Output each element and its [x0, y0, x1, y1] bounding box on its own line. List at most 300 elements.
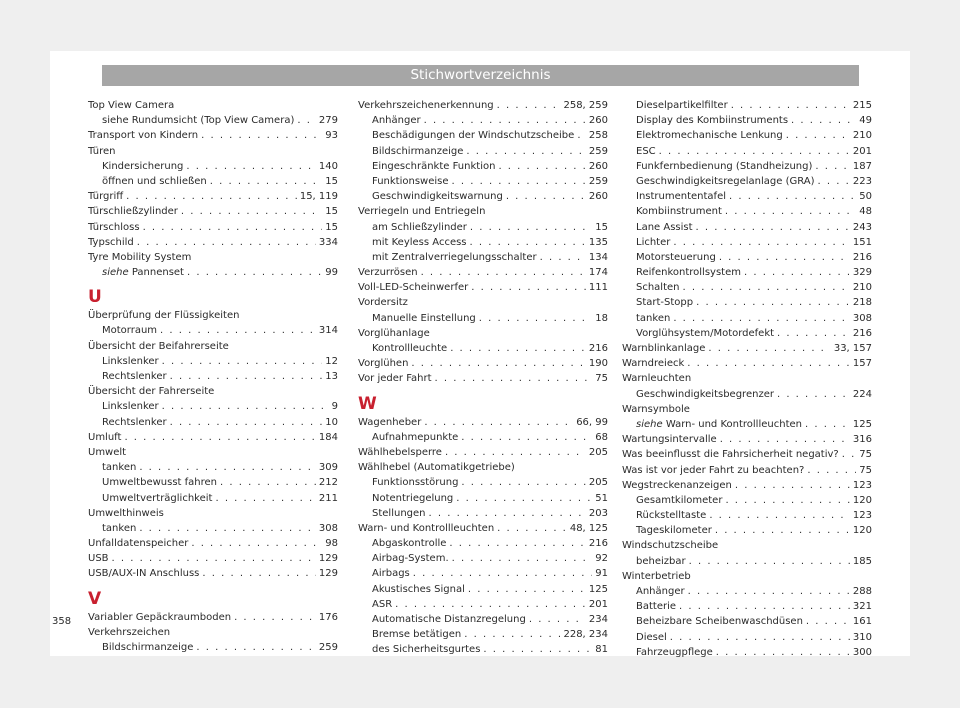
dot-leader — [160, 323, 316, 338]
index-subentry — [358, 491, 608, 506]
dot-leader — [445, 445, 586, 460]
dot-leader — [720, 432, 850, 447]
index-entry — [358, 371, 608, 386]
dot-leader — [452, 174, 586, 189]
index-subentry — [622, 584, 872, 599]
dot-leader — [395, 597, 586, 612]
entry-term: Variabler Gepäckraumboden — [88, 611, 232, 623]
dot-leader — [186, 159, 316, 174]
dot-leader — [777, 326, 850, 341]
dot-leader — [139, 460, 316, 475]
index-heading: Warnsymbole — [622, 403, 690, 415]
dot-leader — [181, 204, 322, 219]
index-entry — [88, 189, 338, 204]
entry-page-ref: 201 — [852, 145, 872, 157]
entry-term: Anhänger — [372, 115, 421, 127]
entry-page-ref: 216 — [588, 343, 608, 354]
dot-leader — [673, 311, 850, 326]
index-heading: Top View Camera — [88, 100, 175, 111]
entry-page-ref: 75 — [595, 373, 608, 385]
entry-page-ref: 228, 234 — [563, 629, 608, 641]
entry-term: USB/AUX-IN Anschluss — [88, 568, 200, 580]
entry-term: USB — [88, 553, 109, 565]
dot-leader — [497, 98, 561, 113]
entry-page-ref: 309 — [318, 462, 338, 474]
dot-leader — [137, 235, 316, 250]
dot-leader — [470, 220, 592, 235]
entry-page-ref: 18 — [595, 312, 608, 324]
dot-leader — [805, 417, 850, 432]
entry-page-ref: 50 — [859, 191, 872, 203]
dot-leader — [220, 475, 316, 490]
index-entry — [88, 235, 338, 250]
dot-leader — [162, 399, 329, 414]
dot-leader — [735, 478, 850, 493]
entry-page-ref: 10 — [325, 416, 338, 428]
entry-term: Geschwindigkeitsbegrenzer — [636, 388, 774, 400]
entry-term: Warndreieck — [622, 358, 685, 370]
entry-page-ref: 135 — [588, 236, 608, 248]
index-subentry — [358, 250, 608, 265]
entry-page-ref: 258, 259 — [563, 100, 608, 111]
entry-term: siehe Rundumsicht (Top View Camera) — [102, 115, 295, 127]
index-subentry — [622, 311, 872, 326]
dot-leader — [411, 356, 585, 371]
index-entry — [358, 521, 608, 536]
entry-term: Linkslenker — [102, 355, 159, 367]
entry-term: mit Keyless Access — [372, 236, 467, 248]
dot-leader — [479, 311, 592, 326]
index-subentry — [358, 311, 608, 326]
entry-term: Türschloss — [88, 221, 140, 233]
index-column-1 — [88, 98, 338, 655]
entry-term: Kontrollleuchte — [372, 343, 448, 354]
dot-leader — [421, 265, 586, 280]
entry-page-ref: 51 — [595, 492, 608, 504]
entry-page-ref: 81 — [595, 644, 608, 656]
entry-page-ref: 329 — [852, 267, 872, 279]
entry-page-ref: 75 — [859, 449, 872, 461]
entry-page-ref: 308 — [318, 522, 338, 534]
entry-page-ref: 316 — [852, 434, 872, 446]
index-heading: Überprüfung der Flüssigkeiten — [88, 310, 240, 322]
entry-page-ref: 176 — [318, 611, 338, 623]
entry-term: Funktionsweise — [372, 175, 449, 187]
entry-page-ref: 120 — [852, 494, 872, 506]
index-entry — [88, 536, 338, 551]
entry-term: Warnblinkanlage — [622, 343, 706, 354]
index-subentry — [88, 323, 338, 338]
entry-term: Bremse betätigen — [372, 629, 462, 641]
index-subentry — [358, 566, 608, 581]
entry-page-ref: 161 — [852, 616, 872, 628]
index-entry — [622, 341, 872, 356]
index-subentry — [622, 493, 872, 508]
entry-term: ASR — [372, 598, 393, 610]
index-entry — [88, 551, 338, 566]
index-subentry — [88, 475, 338, 490]
entry-term: des Sicherheitsgurtes — [372, 644, 481, 656]
entry-page-ref: 224 — [852, 388, 872, 400]
dot-leader — [461, 475, 585, 490]
dot-leader — [506, 189, 586, 204]
entry-term: Wartungsintervalle — [622, 434, 717, 446]
dot-leader — [456, 491, 592, 506]
index-heading: Übersicht der Beifahrerseite — [88, 340, 229, 352]
index-column-3 — [622, 98, 872, 660]
dot-leader — [696, 295, 850, 310]
entry-page-ref: 223 — [852, 175, 872, 187]
dot-leader — [297, 113, 316, 128]
index-subentry — [358, 128, 608, 143]
entry-term: Wegstreckenanzeigen — [622, 479, 732, 491]
see-target: Warn- und Kontrollleuchten — [662, 418, 802, 430]
dot-leader — [452, 551, 593, 566]
entry-term: Rechtslenker — [102, 371, 167, 382]
dot-leader — [687, 356, 850, 371]
index-subentry — [88, 491, 338, 506]
index-heading: Umwelt — [88, 446, 127, 458]
index-subentry — [88, 521, 338, 536]
entry-page-ref: 288 — [852, 586, 872, 597]
index-entry — [358, 415, 608, 430]
index-subentry — [622, 189, 872, 204]
index-heading: Übersicht der Fahrerseite — [88, 386, 215, 398]
dot-leader — [716, 645, 850, 660]
entry-term: Airbag-System. — [372, 553, 449, 565]
index-heading: Warnleuchten — [622, 373, 692, 385]
entry-page-ref: 134 — [588, 251, 608, 263]
index-subentry — [622, 554, 872, 569]
entry-term: Stellungen — [372, 507, 426, 519]
index-subentry — [622, 159, 872, 174]
entry-term: Verkehrszeichenerkennung — [358, 100, 494, 111]
entry-term: Wagenheber — [358, 416, 422, 428]
dot-leader — [696, 220, 850, 235]
index-entry — [88, 430, 338, 445]
dot-leader — [424, 415, 573, 430]
dot-leader — [715, 523, 850, 538]
entry-term: Umluft — [88, 431, 122, 443]
entry-term: Transport von Kindern — [88, 130, 199, 142]
entry-term: Kombiinstrument — [636, 206, 722, 218]
index-subentry — [88, 415, 338, 430]
index-subentry — [88, 369, 338, 384]
entry-term: Gesamtkilometer — [636, 494, 723, 506]
index-subentry — [88, 460, 338, 475]
index-subentry — [358, 189, 608, 204]
dot-leader — [497, 521, 567, 536]
index-subentry — [88, 354, 338, 369]
index-heading: Verriegeln und Entriegeln — [358, 206, 486, 218]
entry-term: Airbags — [372, 568, 410, 580]
entry-term: Beschädigungen der Windschutzscheibe — [372, 130, 575, 142]
entry-page-ref: 300 — [852, 646, 872, 658]
entry-page-ref: 258 — [588, 130, 608, 142]
entry-page-ref: 260 — [588, 160, 608, 172]
index-subentry — [622, 204, 872, 219]
entry-term: tanken — [102, 462, 137, 474]
entry-term: Anhänger — [636, 586, 685, 597]
entry-term: Tageskilometer — [636, 525, 712, 537]
dot-leader — [126, 189, 297, 204]
see-target: Pannenset — [128, 267, 184, 279]
index-entry — [622, 447, 872, 462]
entry-page-ref: 140 — [318, 160, 338, 172]
index-heading: Windschutzscheibe — [622, 540, 719, 552]
dot-leader — [139, 521, 316, 536]
index-subentry — [88, 640, 338, 655]
entry-term: Vorglühen — [358, 358, 409, 370]
entry-term: Rückstelltaste — [636, 510, 707, 522]
entry-page-ref: 260 — [588, 191, 608, 203]
index-subentry — [358, 174, 608, 189]
dot-leader — [215, 491, 315, 506]
entry-page-ref: 92 — [595, 553, 608, 565]
entry-page-ref: 260 — [588, 115, 608, 127]
entry-page-ref: 33, 157 — [833, 343, 872, 354]
dot-leader — [234, 610, 316, 625]
dot-leader — [708, 341, 830, 356]
dot-leader — [673, 235, 850, 250]
index-subentry — [358, 642, 608, 657]
dot-leader — [744, 265, 850, 280]
entry-term: Funktionsstörung — [372, 477, 459, 489]
entry-term: Bildschirmanzeige — [102, 642, 194, 653]
entry-page-ref: 279 — [318, 115, 338, 127]
index-subentry — [622, 508, 872, 523]
entry-term: Dieselpartikelfilter — [636, 100, 728, 111]
entry-page-ref: 123 — [852, 479, 872, 491]
index-subentry — [358, 582, 608, 597]
entry-term: mit Zentralverriegelungsschalter — [372, 251, 537, 263]
index-subentry — [622, 630, 872, 645]
entry-term: Schalten — [636, 282, 680, 294]
dot-leader — [729, 189, 856, 204]
entry-page-ref: 157 — [852, 358, 872, 370]
dot-leader — [449, 536, 586, 551]
entry-page-ref: 259 — [318, 642, 338, 653]
entry-page-ref: 12 — [325, 355, 338, 367]
entry-page-ref: 15, 119 — [299, 191, 338, 203]
dot-leader — [807, 463, 856, 478]
entry-term: Batterie — [636, 601, 677, 613]
entry-page-ref: 15 — [325, 206, 338, 218]
entry-page-ref: 205 — [588, 446, 608, 458]
entry-page-ref: 13 — [325, 371, 338, 382]
entry-page-ref: 111 — [588, 282, 608, 294]
entry-page-ref: 185 — [852, 555, 872, 567]
entry-term: Beheizbare Scheibenwaschdüsen — [636, 616, 803, 628]
entry-term: öffnen und schließen — [102, 175, 207, 187]
entry-page-ref: 334 — [318, 236, 338, 248]
index-subentry — [358, 430, 608, 445]
entry-term: Diesel — [636, 631, 667, 643]
index-heading: Verkehrszeichen — [88, 626, 171, 638]
index-entry — [622, 356, 872, 371]
index-subentry — [358, 506, 608, 521]
index-heading: Türen — [88, 145, 116, 157]
entry-term: Geschwindigkeitsregelanlage (GRA) — [636, 175, 815, 187]
entry-page-ref: 120 — [852, 525, 872, 537]
entry-term: Notentriegelung — [372, 492, 454, 504]
dot-leader — [461, 430, 592, 445]
entry-term: Was beeinflusst die Fahrsicherheit negativ? — [622, 449, 839, 461]
dot-leader — [719, 250, 850, 265]
index-subentry — [358, 551, 608, 566]
index-entry — [358, 265, 608, 280]
dot-leader — [791, 113, 856, 128]
entry-page-ref: 321 — [852, 601, 872, 613]
entry-page-ref: 15 — [325, 175, 338, 187]
dot-leader — [709, 508, 850, 523]
entry-page-ref: 201 — [588, 598, 608, 610]
entry-term — [636, 417, 802, 432]
dot-leader — [470, 235, 586, 250]
dot-leader — [725, 493, 849, 508]
dot-leader — [731, 98, 850, 113]
dot-leader — [170, 369, 323, 384]
entry-page-ref: 184 — [318, 431, 338, 443]
dot-leader — [842, 447, 857, 462]
dot-leader — [577, 128, 586, 143]
entry-page-ref: 308 — [852, 312, 872, 324]
index-entry — [358, 98, 608, 113]
entry-page-ref: 125 — [852, 418, 872, 430]
dot-leader — [659, 144, 850, 159]
entry-page-ref: 129 — [318, 553, 338, 565]
entry-term: Fahrzeugpflege — [636, 646, 713, 658]
entry-term: Warn- und Kontrollleuchten — [358, 522, 495, 534]
index-heading: Wählhebel (Automatikgetriebe) — [358, 462, 515, 474]
entry-term: Typschild — [88, 236, 134, 248]
index-subentry — [358, 597, 608, 612]
dot-leader — [187, 265, 322, 280]
entry-term: Lichter — [636, 236, 671, 248]
entry-page-ref: 98 — [325, 538, 338, 550]
see-reference: siehe — [102, 267, 129, 279]
dot-leader — [413, 566, 593, 581]
entry-term: Reifenkontrollsystem — [636, 267, 741, 279]
index-letter-heading: U — [88, 287, 102, 308]
dot-leader — [201, 128, 322, 143]
dot-leader — [435, 371, 593, 386]
index-letter-heading: V — [88, 588, 102, 609]
dot-leader — [498, 159, 585, 174]
index-entry — [88, 128, 338, 143]
entry-term: Geschwindigkeitswarnung — [372, 191, 503, 203]
entry-term: tanken — [102, 522, 137, 534]
entry-term: Voll-LED-Scheinwerfer — [358, 282, 469, 294]
dot-leader — [670, 630, 850, 645]
entry-term: Was ist vor jeder Fahrt zu beachten? — [622, 464, 805, 476]
entry-page-ref: 211 — [318, 492, 338, 504]
dot-leader — [202, 566, 316, 581]
entry-term: Motorsteuerung — [636, 251, 716, 263]
entry-term: Lane Assist — [636, 221, 693, 233]
index-letter-heading: W — [358, 393, 377, 414]
index-subentry — [358, 159, 608, 174]
entry-term: Display des Kombiinstruments — [636, 115, 789, 127]
dot-leader — [143, 220, 323, 235]
index-subentry — [358, 612, 608, 627]
dot-leader — [191, 536, 322, 551]
entry-page-ref: 210 — [852, 282, 872, 294]
entry-page-ref: 212 — [318, 477, 338, 489]
entry-page-ref: 205 — [588, 477, 608, 489]
entry-term: Bildschirmanzeige — [372, 145, 464, 157]
dot-leader — [468, 582, 586, 597]
dot-leader — [424, 113, 586, 128]
index-subentry — [622, 265, 872, 280]
index-subentry — [622, 599, 872, 614]
dot-leader — [124, 430, 315, 445]
entry-term: Elektromechanische Lenkung — [636, 130, 783, 142]
entry-term: Vorglühsystem/Motordefekt — [636, 327, 775, 339]
index-subentry — [622, 614, 872, 629]
entry-page-ref: 68 — [595, 431, 608, 443]
entry-page-ref: 91 — [595, 568, 608, 580]
index-subentry — [622, 98, 872, 113]
dot-leader — [786, 128, 850, 143]
entry-term: Türschließzylinder — [88, 206, 178, 218]
entry-term: Eingeschränkte Funktion — [372, 160, 496, 172]
entry-page-ref: 259 — [588, 145, 608, 157]
entry-term: beheizbar — [636, 555, 686, 567]
entry-page-ref: 234 — [588, 614, 608, 625]
index-subentry — [622, 220, 872, 235]
dot-leader — [806, 614, 850, 629]
entry-term: Manuelle Einstellung — [372, 312, 476, 324]
entry-page-ref: 314 — [318, 325, 338, 337]
dot-leader — [725, 204, 856, 219]
index-subentry — [622, 295, 872, 310]
index-entry — [88, 610, 338, 625]
dot-leader — [818, 174, 850, 189]
dot-leader — [679, 599, 850, 614]
index-heading: Vorglühanlage — [358, 327, 430, 339]
entry-term: Abgaskontrolle — [372, 538, 447, 550]
entry-term: Unfalldatenspeicher — [88, 538, 189, 550]
index-subentry — [358, 220, 608, 235]
index-subentry — [358, 113, 608, 128]
entry-page-ref: 174 — [588, 267, 608, 279]
entry-term: Akustisches Signal — [372, 583, 465, 595]
section-header-banner: Stichwortverzeichnis — [102, 65, 859, 86]
index-page — [50, 51, 910, 656]
entry-page-ref: 9 — [331, 401, 338, 413]
dot-leader — [112, 551, 316, 566]
index-subentry — [358, 627, 608, 642]
entry-term — [102, 265, 184, 280]
dot-leader — [540, 250, 586, 265]
entry-page-ref: 151 — [852, 236, 872, 248]
entry-term: Rechtslenker — [102, 416, 167, 428]
index-subentry — [622, 235, 872, 250]
index-subentry — [622, 144, 872, 159]
index-subentry — [358, 144, 608, 159]
entry-page-ref: 48 — [859, 206, 872, 218]
index-subentry — [88, 174, 338, 189]
entry-term: Linkslenker — [102, 401, 159, 413]
entry-term: ESC — [636, 145, 656, 157]
entry-page-ref: 190 — [588, 358, 608, 370]
index-subentry — [358, 235, 608, 250]
index-heading: Tyre Mobility System — [88, 251, 192, 263]
dot-leader — [471, 280, 586, 295]
entry-term: Motorraum — [102, 325, 158, 337]
page-number: 358 — [52, 616, 72, 627]
